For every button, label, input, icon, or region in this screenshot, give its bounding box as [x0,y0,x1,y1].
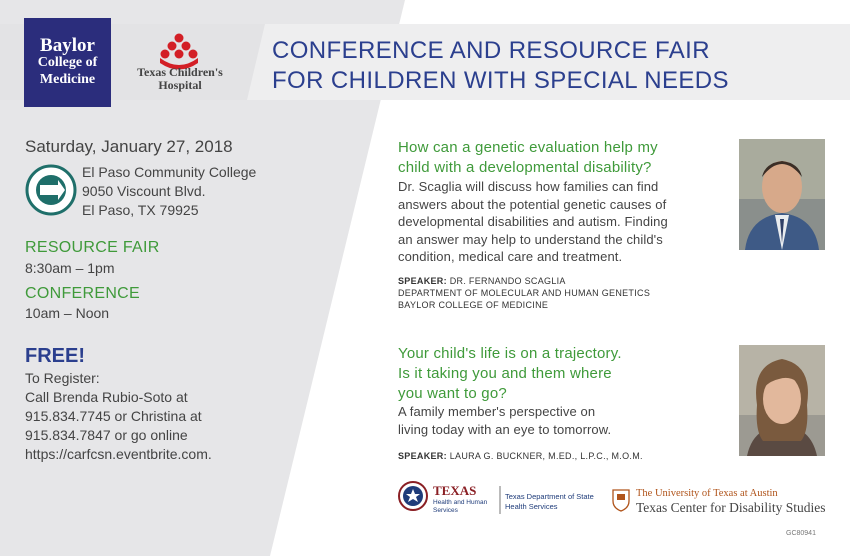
session1-title [398,138,658,178]
register-line2: Call Brenda Rubio-Soto at [25,389,188,405]
free-label: FREE! [25,345,85,367]
page-title [272,36,832,96]
ut-line1: The University of Texas at Austin [636,488,778,499]
tch-line2: Hospital [158,78,202,92]
register-line3: 915.834.7745 or Christina at [25,408,202,424]
ut-tcds-logo [612,486,832,518]
session1-body-line3: developmental disabilities and autism. Finding [398,214,668,229]
session1-speaker [398,275,650,311]
dshs-line2: Health Services [505,502,558,511]
dshs-text [505,492,594,512]
baylor-logo [24,18,111,107]
title-line1: CONFERENCE AND RESOURCE FAIR [272,37,710,64]
hhs-text [433,499,487,515]
session2-title-line2: Is it taking you and them where [398,365,612,382]
speaker-photo-buckner [739,345,825,456]
baylor-logo-line2: College of [37,55,98,70]
speaker-photo-scaglia [739,139,825,250]
dshs-line1: Texas Department of State [505,492,594,501]
resource-fair-time: 8:30am – 1pm [25,260,115,276]
conference-time: 10am – Noon [25,305,110,321]
speaker-name: DR. FERNANDO SCAGLIA [446,276,566,286]
session2-description [398,403,611,438]
register-line4: 915.834.7847 or go online [25,427,188,443]
tch-line1: Texas Children's [137,65,223,79]
session1-description [398,178,668,266]
ut-line2: Texas Center for Disability Studies [636,500,826,515]
document-code: GC80941 [786,530,816,537]
session1-body-line5: condition, medical care and treatment. [398,249,623,264]
registration-link[interactable]: https://carfcsn.eventbrite.com. [25,446,212,462]
texas-childrens-logo-text [130,66,230,92]
speaker-label: SPEAKER: [398,451,447,461]
session1-body-line1: Dr. Scaglia will discuss how families can find [398,179,659,194]
speaker-department: DEPARTMENT OF MOLECULAR AND HUMAN GENETICS [398,288,651,298]
hhs-line3: Services [433,507,458,514]
session2-title [398,344,622,404]
ut-seal-icon [612,488,630,512]
venue-name: El Paso Community College [82,164,257,180]
speaker-label: SPEAKER: [398,276,447,286]
speaker-organization: BAYLOR COLLEGE OF MEDICINE [398,300,549,310]
session2-title-line1: Your child's life is on a trajectory. [398,345,622,362]
baylor-logo-line3: Medicine [39,72,96,87]
session2-speaker [398,450,643,462]
resource-fair-label: RESOURCE FAIR [25,239,160,256]
epcc-logo-icon [25,164,77,216]
title-line2: FOR CHILDREN WITH SPECIAL NEEDS [272,67,729,94]
venue-address [82,163,256,220]
session1-body-line4: an answer may help to understand the child's [398,231,663,247]
speaker-name: LAURA G. BUCKNER, M.ED., L.P.C., M.O.M. [446,451,643,461]
session2-body-line1: A family member's perspective on [398,404,596,419]
session2-title-line3: you want to go? [398,385,507,402]
session1-title-line1: How can a genetic evaluation help my [398,139,658,156]
conference-label: CONFERENCE [25,285,141,302]
registration-info [25,369,280,464]
venue-street: 9050 Viscount Blvd. [82,183,206,199]
register-line1: To Register: [25,370,100,386]
session1-body-line2: answers about the potential genetic causes of [398,196,667,212]
event-date: Saturday, January 27, 2018 [25,137,233,156]
baylor-logo-line1: Baylor [40,35,95,56]
hhs-line2: Health and Human [433,499,488,506]
session2-body-line2: living today with an eye to tomorrow. [398,421,612,437]
hhs-text-texas: TEXAS [433,483,477,498]
session1-title-line2: child with a developmental disability? [398,159,652,176]
venue-city: El Paso, TX 79925 [82,202,199,218]
